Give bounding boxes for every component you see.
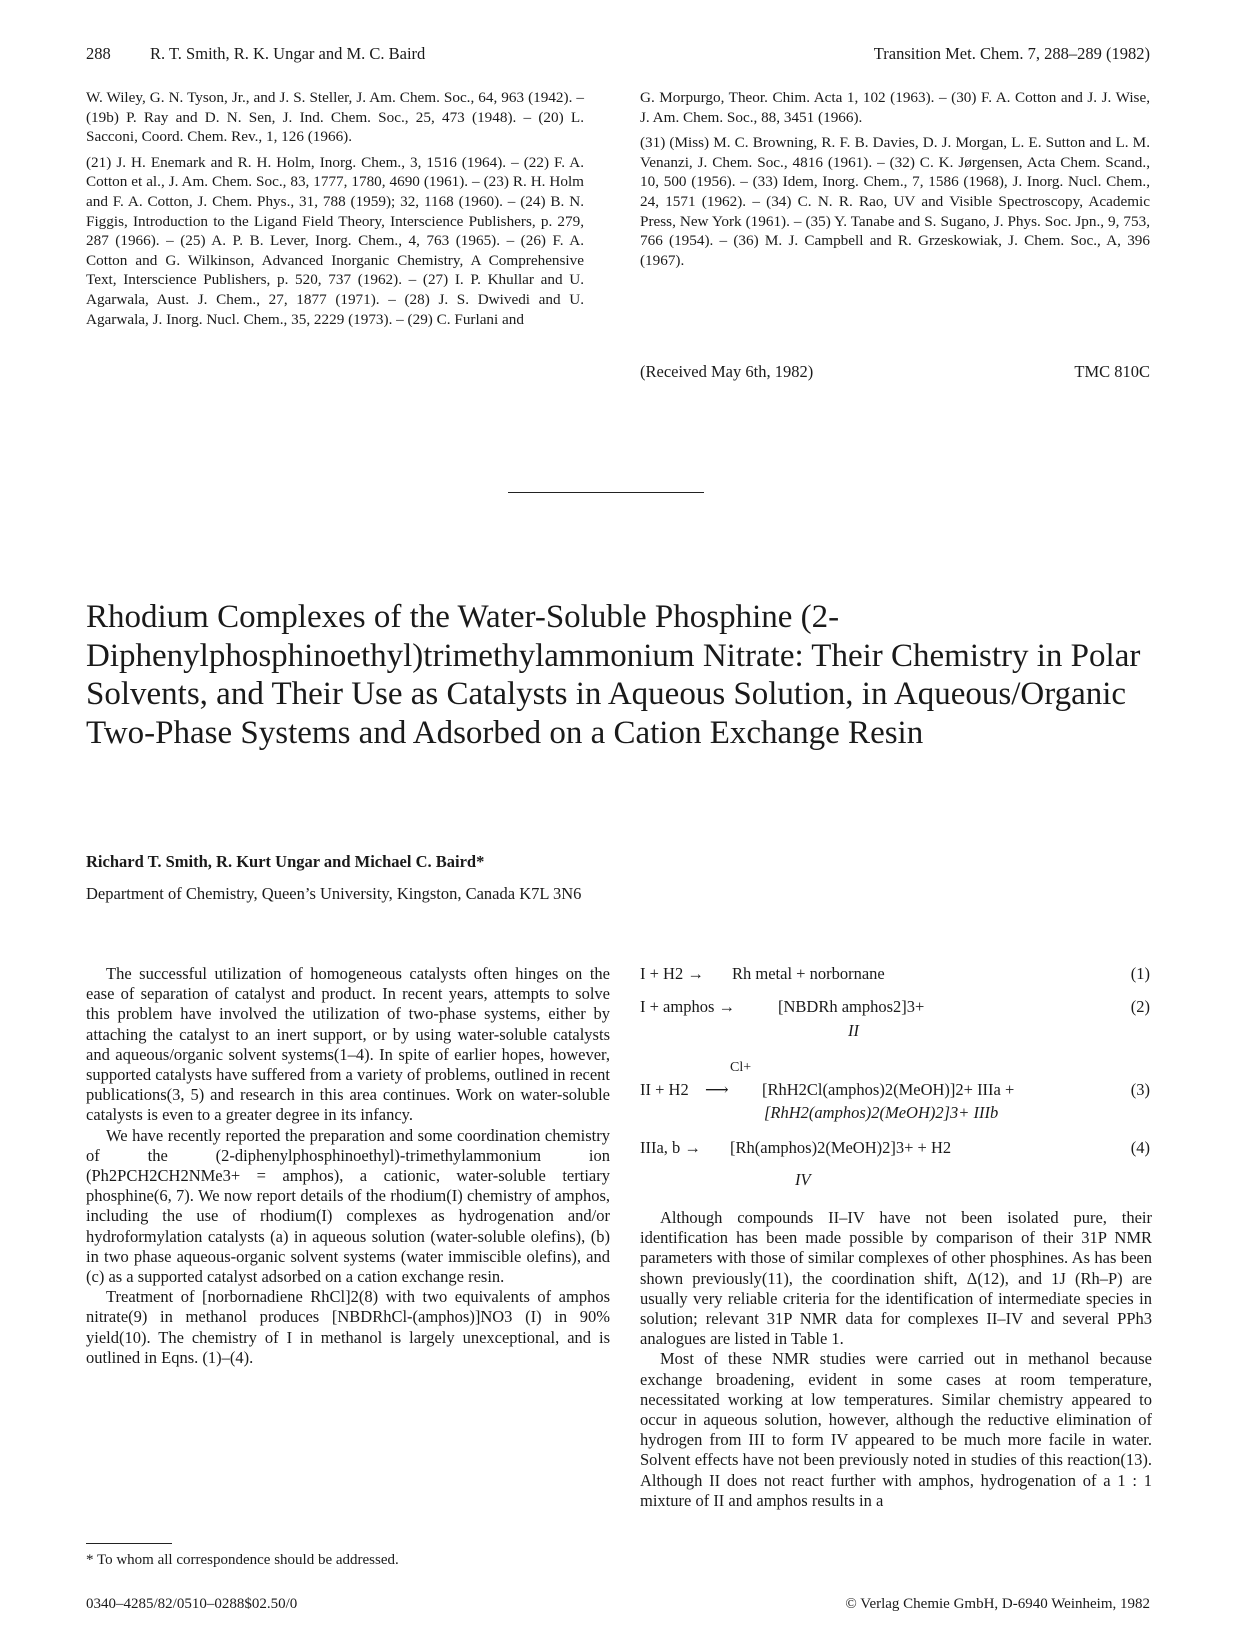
reference-paragraph: W. Wiley, G. N. Tyson, Jr., and J. S. Steller, J. Am. Chem. Soc., 64, 963 (1942). – (19b) P. Ray and D. N. Sen, J. Ind. Chem. Soc., 25, 473 (1948). – (20) L. Sacconi, Coord. Chem. Rev., 1, 126 (1966). — [86, 89, 584, 146]
reference-paragraph: G. Morpurgo, Theor. Chim. Acta 1, 102 (1963). – (30) F. A. Cotton and J. J. Wise, J. Am. Chem. Soc., 88, 3451 (1966). — [640, 89, 1150, 126]
equation-3-lhs: II + H2 — [640, 1080, 689, 1099]
article-title: Rhodium Complexes of the Water-Soluble Phosphine (2-Diphenylphosphinoethyl)trimethylammonium Nitrate: Their Chemistry in Polar Solvents, and Their Use as Catalysts in Aqueous Solution, in Aqueous/Organic Two-Phase Systems and Adsorbed on a Cation Exchange Resin — [86, 599, 1141, 751]
equation-3-number: (3) — [1130, 1080, 1150, 1099]
equation-1-rhs: Rh metal + norbornane — [732, 964, 885, 983]
body-paragraph: Most of these NMR studies were carried out in methanol because exchange broadening, evident in some cases at room temperature, necessitated working at low temperatures. Similar chemistry appeared to occur in aqueous solution, however, although the reductive elimination of hydrogen from III to form IV appeared to be much more facile in water. Solvent effects have not been previously noted in studies of this reaction(13). Although II does not react further with amphos, hydrogenation of a 1 : 1 mixture of II and amphos results in a — [640, 1349, 1152, 1510]
page-number: 288 — [86, 44, 111, 63]
journal-citation: Transition Met. Chem. 7, 288–289 (1982) — [873, 44, 1150, 63]
copyright: © Verlag Chemie GmbH, D-6940 Weinheim, 1982 — [845, 1596, 1150, 1612]
equation-1-lhs: I + H2 → — [640, 964, 704, 983]
tmc-code: TMC 810C — [1074, 362, 1150, 381]
article-authors: Richard T. Smith, R. Kurt Ungar and Michael C. Baird* — [86, 852, 485, 871]
footnote-rule — [86, 1543, 172, 1544]
body-paragraph: The successful utilization of homogeneous catalysts often hinges on the ease of separation of catalyst and product. In recent years, attempts to solve this problem have involved the utilization of two-phase systems, either by attaching the catalyst to an inert support, or by using water-soluble catalysts and aqueous/organic solvent systems(1–4). In spite of earlier hopes, however, supported catalysts have suffered from a variety of problems, outlined in recent publications(3, 5) and research in this area continues. Work on water-soluble catalysts is even to a greater degree in its infancy. — [86, 964, 610, 1125]
equation-1-number: (1) — [1130, 964, 1150, 983]
received-date: (Received May 6th, 1982) — [640, 362, 814, 381]
body-left-column — [86, 964, 610, 1368]
equation-2-rhs: [NBDRh amphos2]3+ — [778, 997, 925, 1016]
equation-4-number: (4) — [1130, 1138, 1150, 1157]
equation-2-lhs: I + amphos → — [640, 997, 736, 1016]
equation-3-arrow: ⟶ — [705, 1080, 729, 1099]
issn-code: 0340–4285/82/0510–0288$02.50/0 — [86, 1596, 298, 1612]
affiliation: Department of Chemistry, Queen’s University, Kingston, Canada K7L 3N6 — [86, 884, 582, 903]
body-paragraph: Although compounds II–IV have not been isolated pure, their identification has been made possible by comparison of their 31P NMR parameters with those of similar complexes of other phosphines. As has been shown previously(11), the coordination shift, Δ(12), and 1J (Rh–P) are usually very reliable criteria for the identification of intermediate species in solution; relevant 31P NMR data for complexes II–IV and several PPh3 analogues are listed in Table 1. — [640, 1208, 1152, 1349]
equation-4-lhs: IIIa, b → — [640, 1138, 701, 1157]
footnote: * To whom all correspondence should be addressed. — [86, 1552, 399, 1568]
body-right-column — [640, 1208, 1152, 1511]
equation-4-rhs: [Rh(amphos)2(MeOH)2]3+ + H2 — [730, 1138, 952, 1157]
equation-4-label: IV — [795, 1170, 811, 1189]
reference-paragraph: (31) (Miss) M. C. Browning, R. F. B. Davies, D. J. Morgan, L. E. Sutton and L. M. Venanzi, J. Chem. Soc., 4816 (1961). – (32) C. K. Jørgensen, Acta Chem. Scand., 10, 500 (1956). – (33) Idem, Inorg. Chem., 7, 1586 (1968), J. Inorg. Nucl. Chem., 24, 1571 (1962). – (34) C. N. R. Rao, UV and Visible Spectroscopy, Academic Press, New York (1961). – (35) Y. Tanabe and S. Sugano, J. Phys. Soc. Jpn., 9, 753, 766 (1954). – (36) M. J. Campbell and R. Grzeskowiak, J. Chem. Soc., A, 396 (1967). — [640, 134, 1150, 269]
equation-2-number: (2) — [1130, 997, 1150, 1016]
references-right — [640, 88, 1150, 276]
equation-2-label: II — [848, 1021, 859, 1040]
divider-rule — [508, 492, 704, 493]
reference-paragraph: (21) J. H. Enemark and R. H. Holm, Inorg. Chem., 3, 1516 (1964). – (22) F. A. Cotton et al., J. Am. Chem. Soc., 83, 1777, 1780, 4690 (1961). – (23) R. H. Holm and F. A. Cotton, J. Chem. Phys., 31, 788 (1959); 32, 1168 (1960). – (24) B. N. Figgis, Introduction to the Ligand Field Theory, Interscience Publishers, p. 279, 287 (1966). – (25) A. P. B. Lever, Inorg. Chem., 4, 763 (1965). – (26) F. A. Cotton and G. Wilkinson, Advanced Inorganic Chemistry, A Comprehensive Text, Interscience Publishers, p. 520, 737 (1962). – (27) I. P. Khullar and U. Agarwala, Aust. J. Chem., 27, 1877 (1971). – (28) J. S. Dwivedi and U. Agarwala, J. Inorg. Nucl. Chem., 35, 2229 (1973). – (29) C. Furlani and — [86, 153, 584, 328]
body-paragraph: We have recently reported the preparation and some coordination chemistry of the (2-diphenylphosphinoethyl)-trimethylammonium ion (Ph2PCH2CH2NMe3+ = amphos), a cationic, water-soluble tertiary phosphine(6, 7). We now report details of the rhodium(I) chemistry of amphos, including the use of rhodium(I) complexes as hydrogenation and/or hydroformylation catalysts (a) in aqueous solution (water-soluble olefins), (b) in two phase aqueous-organic solvent systems (water immiscible olefins), and (c) as a supported catalyst adsorbed on a cation exchange resin. — [86, 1125, 610, 1287]
equation-3-arrow-label: Cl+ — [730, 1060, 752, 1075]
body-paragraph: Treatment of [norbornadiene RhCl]2(8) with two equivalents of amphos nitrate(9) in methanol produces [NBDRhCl-(amphos)]NO3 (I) in 90% yield(10). The chemistry of I in methanol is largely unexceptional, and is outlined in Eqns. (1)–(4). — [86, 1287, 610, 1367]
equation-3-rhs-line2: [RhH2(amphos)2(MeOH)2]3+ IIIb — [764, 1103, 999, 1122]
references-left — [86, 88, 584, 335]
equation-3-rhs: [RhH2Cl(amphos)2(MeOH)]2+ IIIa + — [762, 1080, 1015, 1099]
running-authors: R. T. Smith, R. K. Ungar and M. C. Baird — [150, 44, 426, 63]
